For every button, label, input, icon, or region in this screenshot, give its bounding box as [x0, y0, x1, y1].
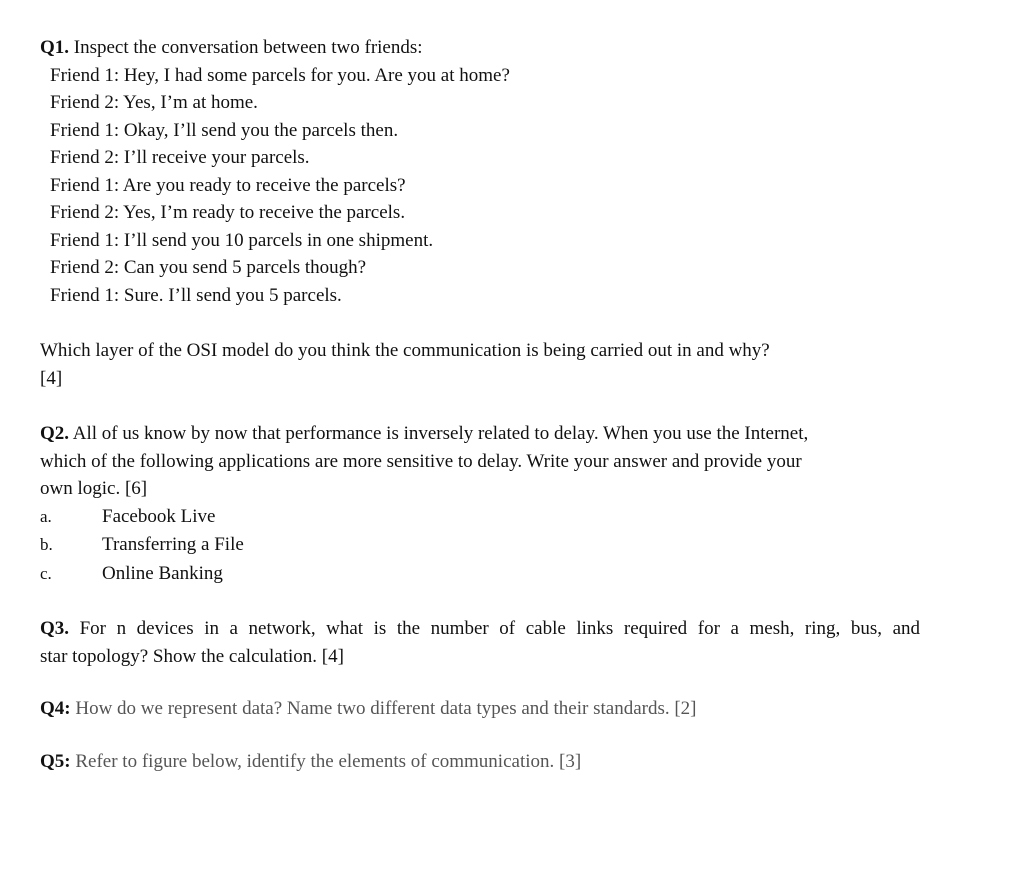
q2-option [40, 560, 940, 589]
q5-text: Refer to figure below, identify the elements of communication. [3] [75, 750, 582, 772]
q1-marks: [4] [40, 367, 63, 389]
q3-heading [40, 615, 920, 643]
q2-option [40, 531, 940, 560]
option-letter: a. [40, 506, 52, 526]
option-text: Facebook Live [102, 505, 216, 527]
option-letter: c. [40, 563, 52, 583]
q4-text: How do we represent data? Name two different data types and their standards. [2] [75, 698, 697, 719]
q4-label: Q4: [40, 698, 71, 719]
conversation-line: Friend 2: I’ll receive your parcels. [50, 147, 310, 168]
option-letter: b. [40, 535, 53, 554]
q1-question: Which layer of the OSI model do you think the communication is being carried out in and why? [40, 340, 770, 361]
conversation-line: Friend 1: I’ll send you 10 parcels in one shipment. [50, 229, 434, 251]
q2-label: Q2. [40, 423, 70, 444]
q1-heading [40, 34, 940, 62]
q2-line3: own logic. [6] [40, 478, 148, 499]
q2-line1: All of us know by now that performance is inversely related to delay. When you use the Internet, [72, 423, 809, 444]
conversation-line: Friend 1: Okay, I’ll send you the parcels then. [50, 119, 399, 141]
option-text: Online Banking [102, 562, 223, 584]
q2-line2: which of the following applications are more sensitive to delay. Write your answer and provide your [40, 450, 802, 472]
conversation-line: Friend 1: Sure. I’ll send you 5 parcels. [50, 284, 342, 306]
conversation-line: Friend 2: Can you send 5 parcels though? [50, 257, 367, 278]
q3-line2: star topology? Show the calculation. [4] [40, 645, 344, 667]
q3-label: Q3. [40, 618, 70, 639]
q5-label: Q5: [40, 750, 71, 772]
q2-heading [40, 420, 940, 448]
q2-options [40, 503, 940, 589]
q5-heading [40, 748, 940, 776]
q1-intro: Inspect the conversation between two friends: [73, 37, 423, 58]
assignment-page [40, 34, 940, 775]
conversation-line: Friend 1: Hey, I had some parcels for you. Are you at home? [50, 64, 510, 86]
q3-line1: For n devices in a network, what is the number of cable links required for a mesh, ring, bus, and [79, 618, 920, 639]
q1-label: Q1. [40, 37, 70, 58]
conversation-line: Friend 1: Are you ready to receive the parcels? [50, 174, 406, 196]
conversation-line: Friend 2: Yes, I’m at home. [50, 92, 258, 113]
q4-heading [40, 695, 940, 723]
q2-option [40, 503, 940, 532]
option-text: Transferring a File [102, 534, 244, 555]
q1-conversation [40, 62, 940, 310]
conversation-line: Friend 2: Yes, I’m ready to receive the parcels. [50, 202, 406, 223]
